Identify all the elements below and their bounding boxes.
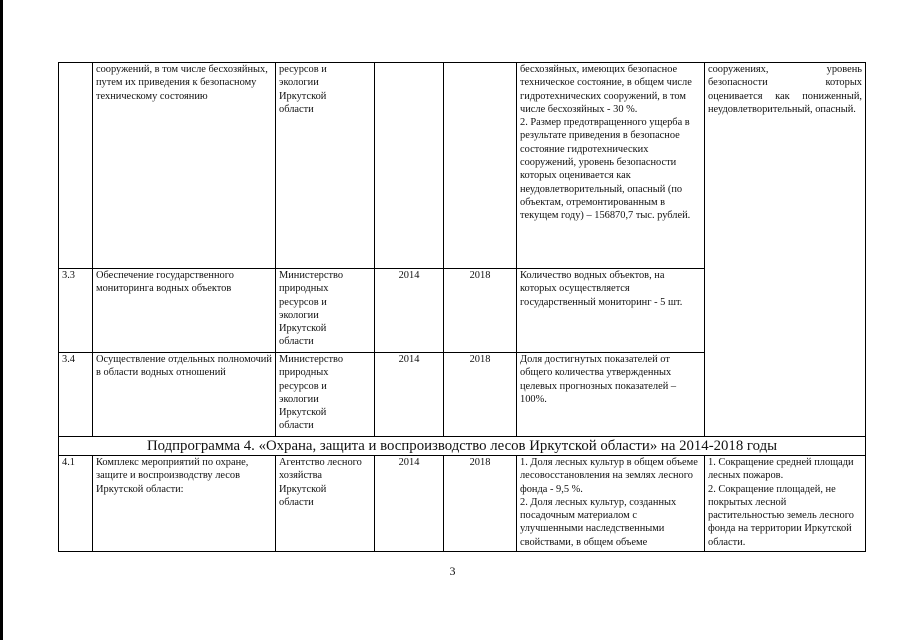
- cell-num: 4.1: [59, 456, 93, 552]
- cell-end-year: 2018: [444, 353, 517, 437]
- cell-num: [59, 63, 93, 269]
- cell-start-year: [375, 63, 444, 269]
- cell-indicators: Количество водных объектов, на которых осуществляется государственный мониторинг - 5 шт.: [517, 269, 705, 353]
- cell-indicators: бесхозяйных, имеющих безопасное техническое состояние, в общем числе гидротехнических сооружений, в том числе бесхозяйных - 30 %. 2. Размер предотвращенного ущерба в результате приведения в безопасное состояние гидротехнических сооружений, уровень безопасности которых оценивается как неудовлетворительный, опасный (по объектам, отремонтированным в текущем году) – 156870,7 тыс. рублей.: [517, 63, 705, 269]
- subprogram-heading-row: [59, 437, 866, 456]
- cell-activity-name: Обеспечение государственного мониторинга водных объектов: [93, 269, 276, 353]
- cell-indicators: 1. Доля лесных культур в общем объеме лесовосстановления на землях лесного фонда - 9,5 %. 2. Доля лесных культур, созданных посадочным материалом с улучшенными наследственными свойствами, в общем объеме: [517, 456, 705, 552]
- table-row-4-1: [59, 456, 866, 552]
- cell-activity-name: Комплекс мероприятий по охране, защите и воспроизводству лесов Иркутской области:: [93, 456, 276, 552]
- cell-expected-result: сооружениях, уровень безопасности которых оценивается как пониженный, неудовлетворительный, опасный.: [705, 63, 866, 437]
- table-row-continuation: [59, 63, 866, 269]
- page-edge-line: [0, 0, 3, 640]
- cell-start-year: 2014: [375, 353, 444, 437]
- cell-end-year: 2018: [444, 269, 517, 353]
- cell-executor: ресурсов и экологии Иркутской области: [276, 63, 375, 269]
- program-table: [58, 62, 866, 552]
- cell-executor: Министерство природных ресурсов и экологии Иркутской области: [276, 269, 375, 353]
- cell-activity-name: сооружений, в том числе бесхозяйных, путем их приведения к безопасному техническому состоянию: [93, 63, 276, 269]
- subprogram-title: Подпрограмма 4. «Охрана, защита и воспроизводство лесов Иркутской области» на 2014-2018 годы: [59, 437, 866, 456]
- cell-start-year: 2014: [375, 456, 444, 552]
- page-number: 3: [449, 564, 456, 578]
- cell-indicators: Доля достигнутых показателей от общего количества утвержденных целевых прогнозных показателей – 100%.: [517, 353, 705, 437]
- cell-expected-result: 1. Сокращение средней площади лесных пожаров. 2. Сокращение площадей, не покрытых лесной растительностью земель лесного фонда на территории Иркутской области.: [705, 456, 866, 552]
- cell-executor: Министерство природных ресурсов и экологии Иркутской области: [276, 353, 375, 437]
- cell-start-year: 2014: [375, 269, 444, 353]
- cell-activity-name: Осуществление отдельных полномочий в области водных отношений: [93, 353, 276, 437]
- cell-executor: Агентство лесного хозяйства Иркутской области: [276, 456, 375, 552]
- cell-end-year: 2018: [444, 456, 517, 552]
- cell-num: 3.3: [59, 269, 93, 353]
- cell-end-year: [444, 63, 517, 269]
- cell-num: 3.4: [59, 353, 93, 437]
